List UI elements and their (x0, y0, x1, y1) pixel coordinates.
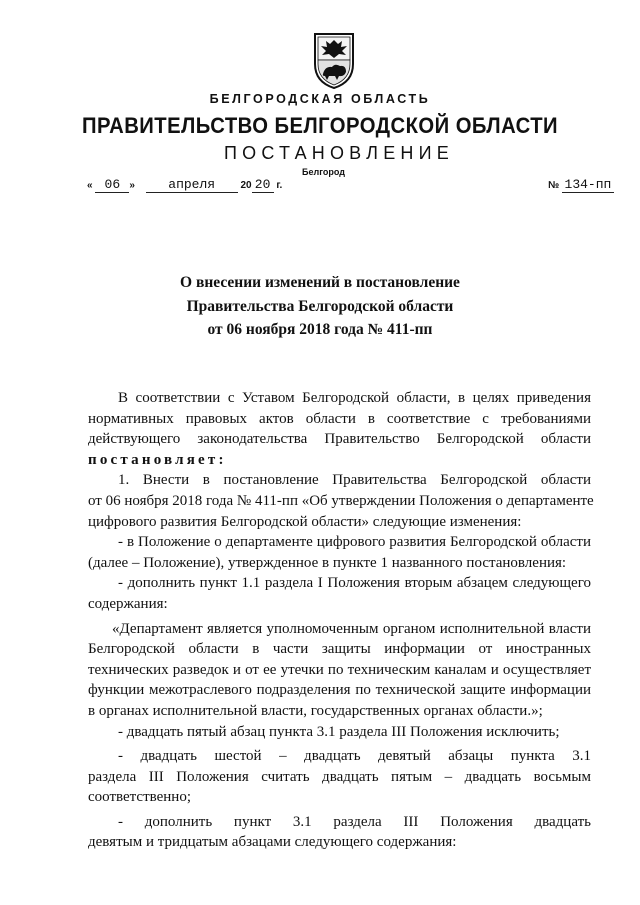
document-body (88, 388, 594, 853)
body-line: действующего законодательства Правительство Белгородской области (88, 431, 591, 448)
body-line: соответственно; (88, 789, 191, 806)
date-year-suffix: 20 (252, 178, 274, 193)
document-title (0, 271, 640, 342)
region-name: БЕЛГОРОДСКАЯ ОБЛАСТЬ (209, 92, 431, 106)
body-line: - дополнить пункт 1.1 раздела I Положения вторым абзацем следующего (118, 575, 591, 592)
body-line: «Департамент является уполномоченным органом исполнительной власти (112, 620, 591, 637)
document-type: ПОСТАНОВЛЕНИЕ (224, 143, 454, 163)
title-line: Правительства Белгородской области (186, 297, 454, 315)
body-line: 1. Внести в постановление Правительства Белгородской области (118, 472, 591, 489)
body-line: - двадцать пятый абзац пункта 3.1 раздела III Положения исключить; (118, 723, 560, 740)
body-line: функции межотраслевого подразделения по технической защите информации (88, 682, 591, 699)
body-line: - в Положение о департаменте цифрового развития Белгородской области (118, 534, 591, 551)
body-line: от 06 ноября 2018 года № 411-пп «Об утверждении Положения о департаменте (88, 492, 594, 509)
title-line: О внесении изменений в постановление (180, 274, 460, 291)
date-year-prefix: 20 (240, 180, 252, 191)
body-line: девятым и тридцатым абзацами следующего содержания: (88, 834, 457, 851)
body-line-resolves: постановляет: (88, 451, 227, 468)
date-year-mark: г. (276, 180, 283, 191)
body-line: нормативных правовых актов области в соответствие с требованиями (88, 410, 591, 427)
body-line: В соответствии с Уставом Белгородской области, в целях приведения (118, 390, 591, 406)
body-line: в органах исполнительной власти, государственных органах области.»; (88, 702, 543, 719)
body-line: технических разведок и от ее утечки по техническим каналам и осуществляет (88, 661, 591, 678)
government-name: ПРАВИТЕЛЬСТВО БЕЛГОРОДСКОЙ ОБЛАСТИ (81, 113, 559, 138)
body-line: - двадцать шестой – двадцать девятый абзацы пункта 3.1 (118, 748, 591, 765)
quote-close: » (129, 180, 135, 191)
body-line: содержания: (88, 595, 168, 612)
number-value: 134-пп (562, 178, 614, 193)
quote-open: « (87, 180, 93, 191)
body-line: цифрового развития Белгородской области» следующие изменения: (88, 513, 522, 530)
city-name: Белгород (302, 167, 345, 177)
date-day: 06 (95, 178, 129, 193)
coat-of-arms-icon (309, 30, 359, 90)
body-line: - дополнить пункт 3.1 раздела III Положения двадцать (118, 813, 591, 830)
body-line: Белгородской области в части защиты информации от иностранных (88, 641, 591, 658)
date-month: апреля (146, 178, 238, 193)
number-mark: № (548, 180, 560, 191)
date-line (87, 178, 282, 193)
body-line: (далее – Положение), утвержденное в пункте 1 названного постановления: (88, 554, 567, 571)
body-line: раздела III Положения считать двадцать пятым – двадцать восьмым (88, 768, 591, 785)
title-line: от 06 ноября 2018 года № 411-пп (207, 321, 433, 338)
document-number (548, 178, 614, 193)
